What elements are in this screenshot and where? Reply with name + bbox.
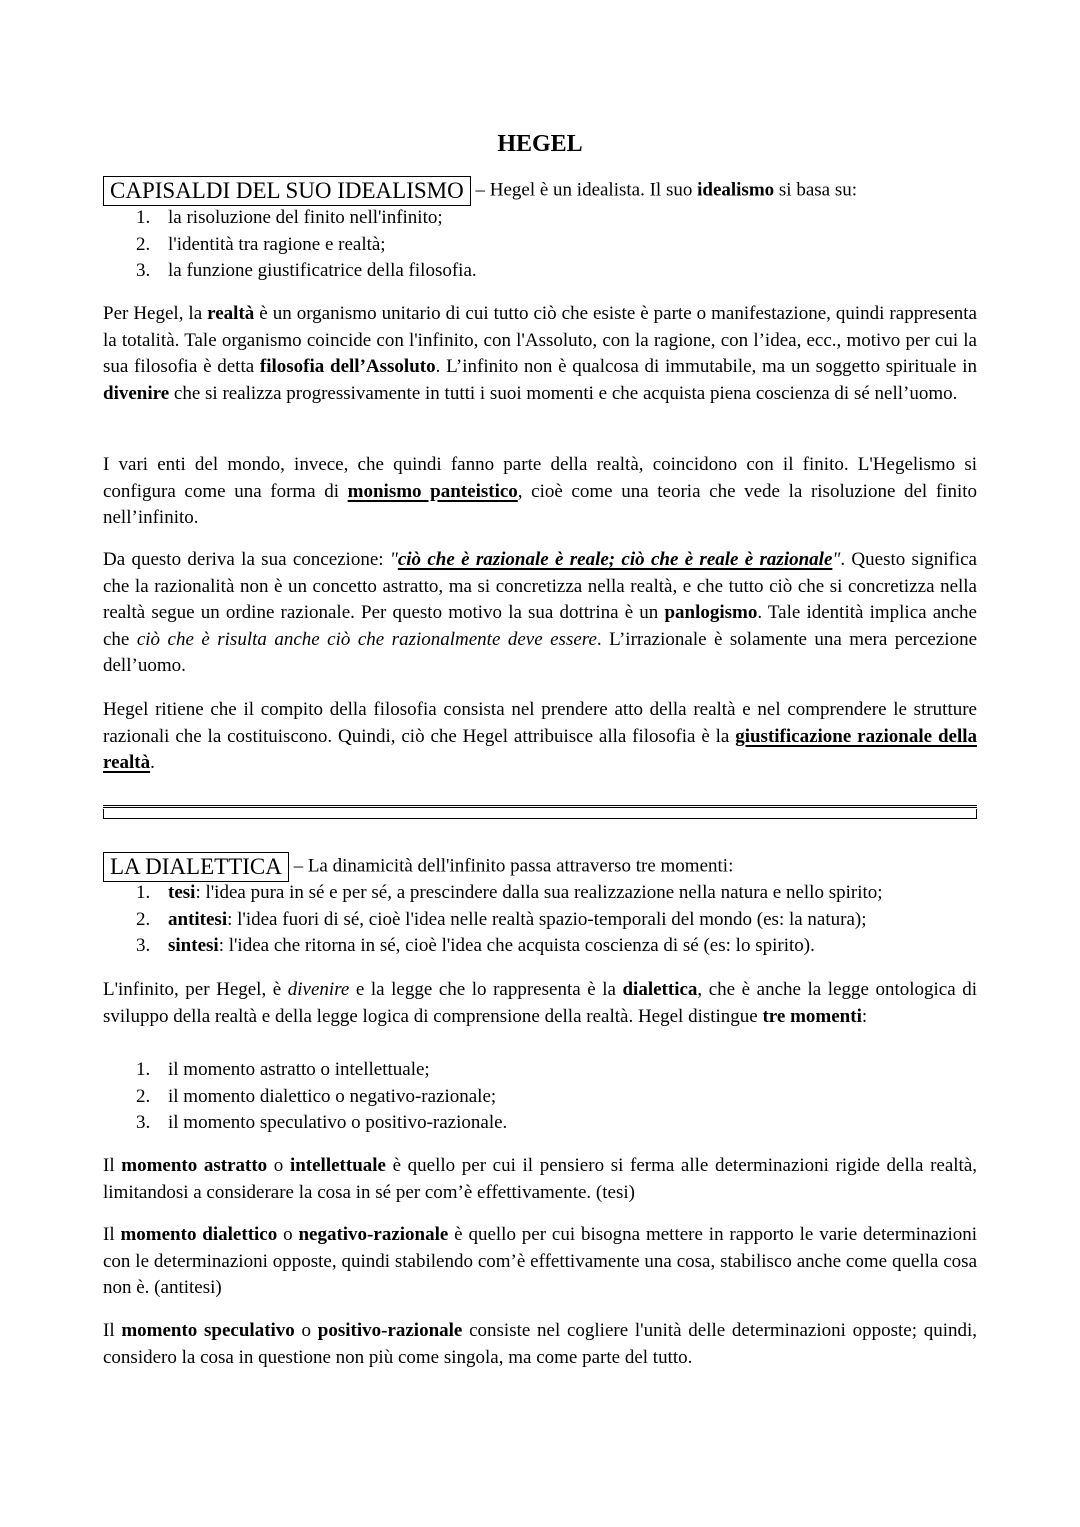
section2-heading: LA DIALETTICA: [103, 852, 289, 882]
section2-list-2: [136, 1057, 507, 1137]
list-item: 3. la funzione giustificatrice della filosofia.: [136, 260, 477, 282]
section2-intro: LA DIALETTICA – La dinamicità dell'infinito passa attraverso tre momenti:: [103, 852, 977, 882]
list-item: 1. il momento astratto o intellettuale;: [136, 1059, 430, 1080]
list-item: 2. l'identità tra ragione e realtà;: [136, 233, 386, 255]
section1-list: [136, 205, 477, 285]
section2-paragraph-4: Il momento speculativo o positivo-razionale consiste nel cogliere l'unità delle determinazioni opposte; quindi, considero la cosa in questione non più come singola, ma come parte del tutto.: [103, 1320, 978, 1368]
section-divider: [103, 805, 977, 819]
section2-list: [136, 880, 883, 960]
section1-paragraph-2: I vari enti del mondo, invece, che quindi fanno parte della realtà, coincidono con il finito. L'Hegelismo si configura come una forma di monismo panteistico, cioè come una teoria che vede la risoluzione del finito nell’infinito.: [103, 454, 977, 529]
section1-heading: CAPISALDI DEL SUO IDEALISMO: [103, 176, 471, 206]
list-item: 3. il momento speculativo o positivo-razionale.: [136, 1112, 508, 1134]
list-item: 1. tesi: l'idea pura in sé e per sé, a prescindere dalla sua realizzazione nella natura e nello spirito;: [136, 882, 883, 903]
list-item: 1. la risoluzione del finito nell'infinito;: [136, 207, 443, 228]
section1-paragraph-4: Hegel ritiene che il compito della filosofia consista nel prendere atto della realtà e nel comprendere le strutture razionali che la costituiscono. Quindi, ciò che Hegel attribuisce alla filosofia è la giustificazione razionale della realtà.: [103, 699, 977, 774]
list-item: 3. sintesi: l'idea che ritorna in sé, cioè l'idea che acquista coscienza di sé (es: lo spirito).: [136, 935, 815, 957]
section2-paragraph-1: L'infinito, per Hegel, è divenire e la legge che lo rappresenta è la dialettica, che è anche la legge ontologica di sviluppo della realtà e della legge logica di comprensione della realtà. Hegel distingue tre momenti:: [103, 979, 978, 1027]
section1-paragraph-3: Da questo deriva la sua concezione: "ciò che è razionale è reale; ciò che è reale è razionale". Questo significa che la razionalità non è un concetto astratto, ma si concretizza nella realtà, e che tutto ciò che si concretizza nella realtà segue un ordine razionale. Per questo motivo la sua dottrina è un panlogismo. Tale identità implica anche che ciò che è risulta anche ciò che razionalmente deve essere. L’irrazionale è solamente una mera percezione dell’uomo.: [103, 549, 977, 677]
section1-paragraph-1: Per Hegel, la realtà è un organismo unitario di cui tutto ciò che esiste è parte o manifestazione, quindi rappresenta la totalità. Tale organismo coincide con l'infinito, con l'Assoluto, con la ragione, con l’idea, ecc., motivo per cui la sua filosofia è detta filosofia dell’Assoluto. L’infinito non è qualcosa di immutabile, ma un soggetto spirituale in divenire che si realizza progressivamente in tutti i suoi momenti e che acquista piena coscienza di sé nell’uomo.: [103, 303, 977, 404]
section2-paragraph-2: Il momento astratto o intellettuale è quello per cui il pensiero si ferma alle determinazioni rigide della realtà, limitandosi a considerare la cosa in sé per com’è effettivamente. (tesi): [103, 1155, 977, 1203]
page-title: HEGEL: [497, 131, 583, 157]
list-item: 2. antitesi: l'idea fuori di sé, cioè l'idea nelle realtà spazio-temporali del mondo (es: la natura);: [136, 908, 867, 930]
list-item: 2. il momento dialettico o negativo-razionale;: [136, 1085, 497, 1107]
section1-intro: CAPISALDI DEL SUO IDEALISMO – Hegel è un idealista. Il suo idealismo si basa su:: [103, 176, 977, 206]
section2-paragraph-3: Il momento dialettico o negativo-razionale è quello per cui bisogna mettere in rapporto le varie determinazioni con le determinazioni opposte, quindi stabilendo com’è effettivamente una cosa, stabilisco anche come quella cosa non è. (antitesi): [103, 1224, 978, 1299]
